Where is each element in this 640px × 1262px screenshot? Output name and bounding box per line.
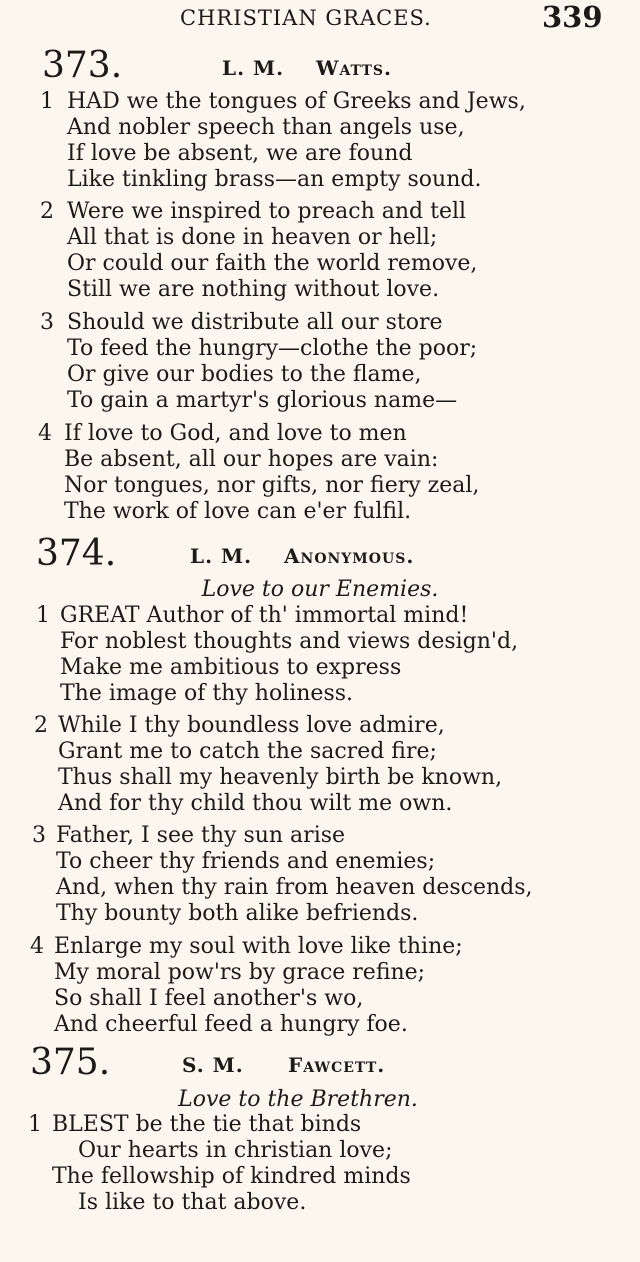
verse-line: If love to God, and love to men [64, 421, 407, 446]
verse-line: Still we are nothing without love. [67, 277, 440, 302]
verse-line: And cheerful feed a hungry foe. [54, 1012, 408, 1037]
verse-line: To feed the hungry—clothe the poor; [67, 336, 478, 361]
verse-line: To gain a martyr's glorious name— [67, 388, 458, 413]
verse-line: And, when thy rain from heaven descends, [56, 875, 533, 900]
verse-line: Our hearts in christian love; [78, 1138, 393, 1163]
verse-number: 2 [34, 713, 48, 738]
verse-line: While I thy boundless love admire, [58, 713, 445, 738]
verse-line: Enlarge my soul with love like thine; [54, 934, 463, 959]
verse-line: Or give our bodies to the flame, [67, 362, 422, 387]
verse-line: GREAT Author of th' immortal mind! [60, 603, 469, 628]
page-number: 339 [542, 0, 603, 34]
verse-number: 1 [40, 89, 54, 114]
verse-line: The work of love can e'er fulfil. [64, 499, 412, 524]
verse-line: Be absent, all our hopes are vain: [64, 447, 439, 472]
verse-number: 4 [30, 934, 44, 959]
verse-line: Should we distribute all our store [67, 310, 443, 335]
hymn-375-heading [0, 1043, 640, 1087]
running-title: CHRISTIAN GRACES. [180, 6, 432, 30]
verse-line: And nobler speech than angels use, [67, 115, 465, 140]
hymn-author: Fawcett. [288, 1053, 386, 1077]
verse-line: The fellowship of kindred minds [52, 1164, 411, 1189]
verse-number: 3 [32, 823, 46, 848]
verse-line: For noblest thoughts and views design'd, [60, 629, 519, 654]
verse-line: My moral pow'rs by grace refine; [54, 960, 426, 985]
hymn-number: 373. [42, 45, 123, 86]
verse-line: Like tinkling brass—an empty sound. [67, 167, 482, 192]
hymn-subtitle: Love to the Brethren. [178, 1087, 418, 1112]
hymn-meter: L. M. [190, 544, 253, 568]
verse-line: BLEST be the tie that binds [52, 1112, 362, 1137]
hymn-author: Anonymous. [284, 544, 415, 568]
hymn-374-heading [0, 534, 640, 578]
verse-line: To cheer thy friends and enemies; [56, 849, 436, 874]
hymn-subtitle: Love to our Enemies. [201, 577, 439, 602]
verse-line: All that is done in heaven or hell; [67, 225, 438, 250]
verse-line: And for thy child thou wilt me own. [58, 791, 453, 816]
verse-number: 3 [40, 310, 54, 335]
verse-line: The image of thy holiness. [60, 681, 354, 706]
hymn-number: 374. [36, 533, 117, 574]
verse-line: Or could our faith the world remove, [67, 251, 478, 276]
verse-line: If love be absent, we are found [67, 141, 413, 166]
verse-number: 1 [28, 1112, 42, 1137]
verse-number: 1 [36, 603, 50, 628]
verse-line: Thus shall my heavenly birth be known, [58, 765, 503, 790]
verse-number: 4 [38, 421, 52, 446]
verse-line: So shall I feel another's wo, [54, 986, 364, 1011]
verse-line: Father, I see thy sun arise [56, 823, 346, 848]
verse-line: Is like to that above. [78, 1190, 307, 1215]
verse-line: HAD we the tongues of Greeks and Jews, [67, 89, 526, 114]
hymn-author: Watts. [316, 56, 392, 80]
verse-line: Were we inspired to preach and tell [67, 199, 467, 224]
hymn-373-heading [0, 46, 640, 90]
verse-number: 2 [40, 199, 54, 224]
hymn-meter: L. M. [222, 56, 285, 80]
verse-line: Nor tongues, nor gifts, nor fiery zeal, [64, 473, 480, 498]
hymn-number: 375. [30, 1042, 111, 1083]
verse-line: Grant me to catch the sacred fire; [58, 739, 437, 764]
hymn-meter: S. M. [182, 1053, 244, 1077]
verse-line: Thy bounty both alike befriends. [56, 901, 419, 926]
verse-line: Make me ambitious to express [60, 655, 402, 680]
